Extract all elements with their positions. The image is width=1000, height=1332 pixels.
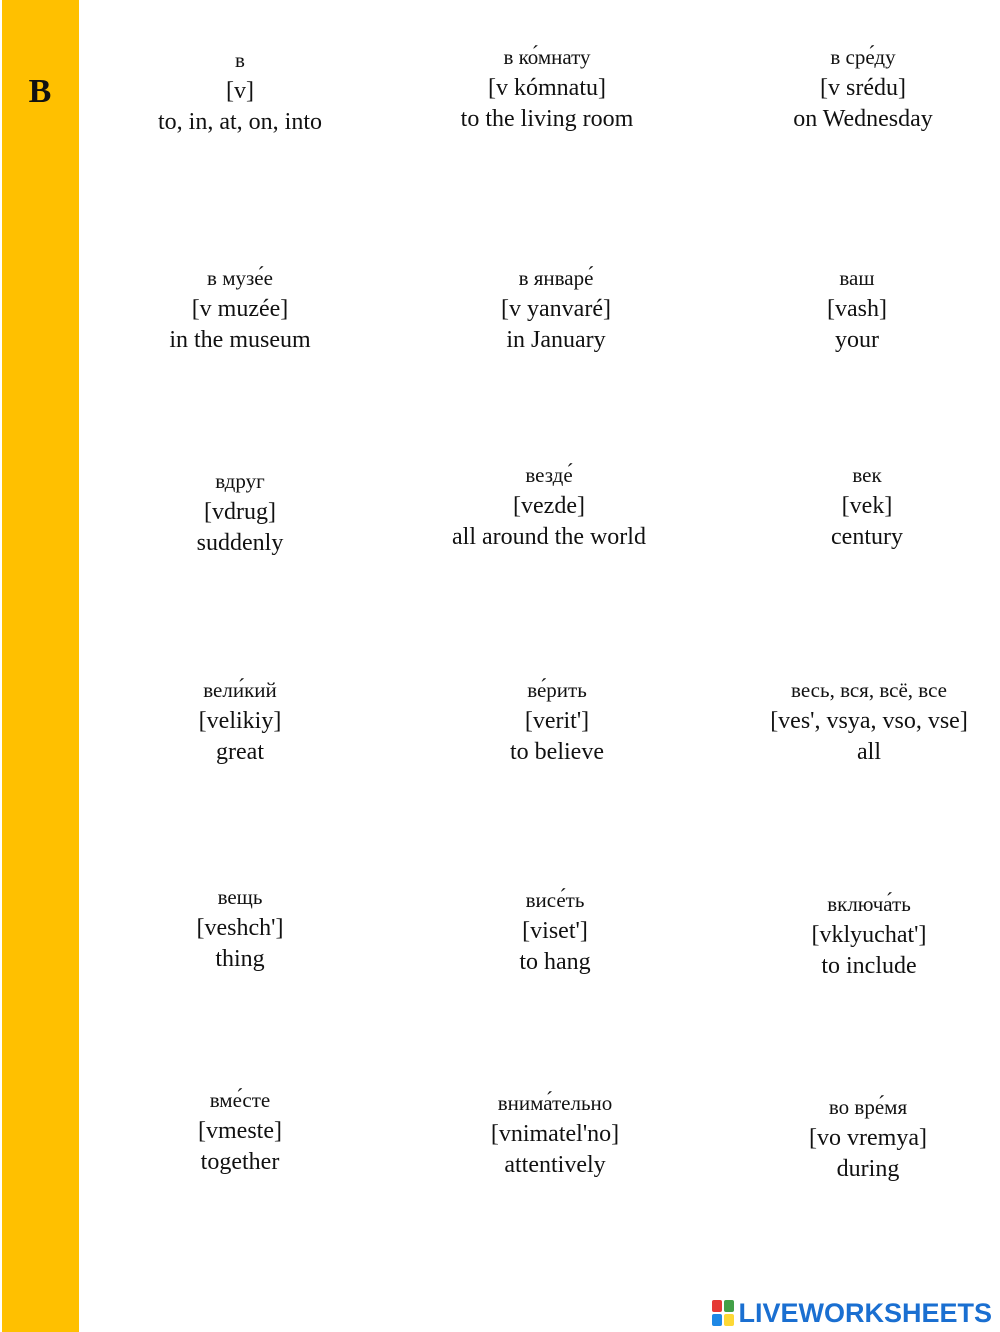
translation: to, in, at, on, into xyxy=(158,109,322,135)
translation: your xyxy=(835,327,879,353)
translation: attentively xyxy=(504,1152,606,1178)
russian-word: во вре́мя xyxy=(828,1095,908,1119)
transliteration: [vmeste] xyxy=(198,1118,282,1144)
russian-word: включа́ть xyxy=(827,892,911,916)
russian-word: вме́сте xyxy=(209,1088,271,1112)
transliteration: [vash] xyxy=(827,296,887,322)
word-card xyxy=(396,263,716,356)
translation: century xyxy=(831,524,903,550)
translation: thing xyxy=(215,946,265,972)
word-card xyxy=(80,45,400,138)
russian-word: внима́тельно xyxy=(497,1091,613,1115)
word-card xyxy=(80,1085,400,1178)
russian-word: вещь xyxy=(217,885,263,909)
transliteration: [viset'] xyxy=(522,918,588,944)
russian-word: вели́кий xyxy=(203,678,277,702)
word-card xyxy=(395,1088,715,1181)
transliteration: [vo vremya] xyxy=(809,1125,927,1151)
word-card xyxy=(709,889,1000,982)
word-card xyxy=(80,263,400,356)
translation: to include xyxy=(821,953,917,979)
russian-word: в январе́ xyxy=(518,266,594,290)
word-card xyxy=(80,882,400,975)
logo-text: LIVEWORKSHEETS xyxy=(738,1297,992,1328)
liveworksheets-logo-icon xyxy=(712,1300,734,1326)
word-card xyxy=(387,42,707,135)
russian-word: век xyxy=(852,463,882,487)
russian-word: вдруг xyxy=(215,469,265,493)
word-card xyxy=(708,1092,1000,1185)
transliteration: [v muzée] xyxy=(191,296,289,322)
transliteration: [vek] xyxy=(841,493,893,519)
transliteration: [v] xyxy=(226,78,254,104)
section-letter: В xyxy=(28,73,52,110)
side-band xyxy=(2,0,79,1332)
word-card xyxy=(697,263,1000,356)
translation: in January xyxy=(506,327,606,353)
transliteration: [v kómnatu] xyxy=(488,75,606,101)
transliteration: [vdrug] xyxy=(204,499,276,525)
russian-word: весь, вся, всё, все xyxy=(791,678,947,702)
word-card xyxy=(80,675,400,768)
translation: to the living room xyxy=(460,106,634,132)
word-card xyxy=(707,460,1000,553)
translation: all xyxy=(857,739,881,765)
transliteration: [velikiy] xyxy=(198,708,282,734)
russian-word: висе́ть xyxy=(525,888,585,912)
translation: all around the world xyxy=(452,524,646,550)
russian-word: в сре́ду xyxy=(830,45,896,69)
russian-word: ве́рить xyxy=(527,678,587,702)
word-card xyxy=(80,466,400,559)
word-card xyxy=(395,885,715,978)
liveworksheets-logo[interactable] xyxy=(712,1298,992,1328)
translation: to hang xyxy=(519,949,591,975)
russian-word: ваш xyxy=(839,266,875,290)
translation: during xyxy=(836,1156,900,1182)
word-card xyxy=(389,460,709,553)
word-card xyxy=(397,675,717,768)
word-card xyxy=(709,675,1000,768)
russian-word: в xyxy=(235,48,245,72)
transliteration: [v srédu] xyxy=(820,75,906,101)
transliteration: [vnimatel'no] xyxy=(490,1121,620,1147)
transliteration: [vezde] xyxy=(513,493,585,519)
transliteration: [ves', vsya, vso, vse] xyxy=(770,708,968,734)
transliteration: [v yanvaré] xyxy=(501,296,611,322)
translation: to believe xyxy=(510,739,604,765)
translation: great xyxy=(216,739,264,765)
transliteration: [verit'] xyxy=(524,708,590,734)
word-card xyxy=(703,42,1000,135)
transliteration: [veshch'] xyxy=(196,915,284,941)
russian-word: в ко́мнату xyxy=(503,45,591,69)
russian-word: в музе́е xyxy=(207,266,273,290)
translation: together xyxy=(200,1149,280,1175)
translation: suddenly xyxy=(196,530,284,556)
translation: in the museum xyxy=(169,327,311,353)
transliteration: [vklyuchat'] xyxy=(811,922,927,948)
russian-word: везде́ xyxy=(525,463,573,487)
translation: on Wednesday xyxy=(793,106,933,132)
